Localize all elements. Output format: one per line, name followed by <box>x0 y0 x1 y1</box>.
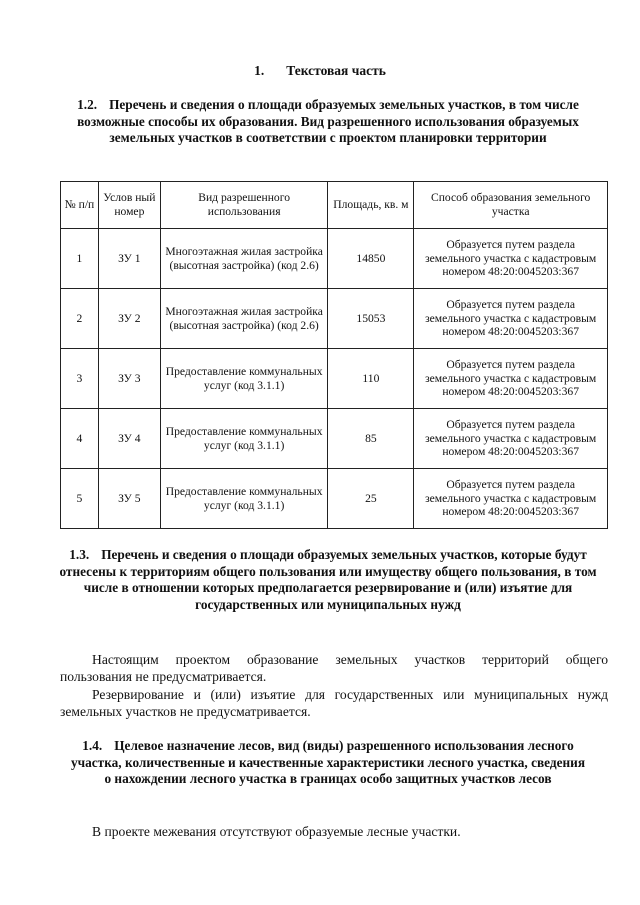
land-plots-table <box>60 181 608 529</box>
cell-formation-method: Образуется путем раздела земельного участка с кадастровым номером 48:20:0045203:367 <box>414 469 608 529</box>
cell-formation-method: Образуется путем раздела земельного участка с кадастровым номером 48:20:0045203:367 <box>414 409 608 469</box>
paragraph-reservation <box>60 686 608 720</box>
cell-number: 5 <box>61 469 99 529</box>
cell-formation-method: Образуется путем раздела земельного участка с кадастровым номером 48:20:0045203:367 <box>414 349 608 409</box>
paragraph-public-plots-line1: Настоящим проектом образование земельных участков территорий общего <box>92 652 608 667</box>
section-1-2-number: 1.2. <box>77 97 98 112</box>
header-formation-method: Способ образования земельного участка <box>414 182 608 229</box>
table-row <box>61 469 608 529</box>
section-1-2-title: Перечень и сведения о площади образуемых земельных участков, в том числе возможные способы их образования. Вид разрешенного использования образуемых земельных участков в соответствии с проектом планировки территории <box>77 97 579 145</box>
main-heading <box>0 63 640 79</box>
cell-area: 15053 <box>328 289 414 349</box>
cell-usage-type: Многоэтажная жилая застройка (высотная застройка) (код 2.6) <box>160 289 328 349</box>
main-heading-number: 1. <box>254 63 265 78</box>
header-usage-type: Вид разрешенного использования <box>160 182 328 229</box>
cell-area: 25 <box>328 469 414 529</box>
paragraph-public-plots-line2: пользования не предусматривается. <box>60 669 267 684</box>
cell-number: 4 <box>61 409 99 469</box>
cell-area: 110 <box>328 349 414 409</box>
cell-number: 3 <box>61 349 99 409</box>
paragraph-forest-plots: В проекте межевания отсутствуют образуемые лесные участки. <box>92 824 461 839</box>
cell-formation-method: Образуется путем раздела земельного участка с кадастровым номером 48:20:0045203:367 <box>414 289 608 349</box>
cell-conditional-number: ЗУ 1 <box>98 229 160 289</box>
cell-usage-type: Многоэтажная жилая застройка (высотная застройка) (код 2.6) <box>160 229 328 289</box>
paragraph-reservation-line1: Резервирование и (или) изъятие для государственных или муниципальных нужд <box>92 687 608 702</box>
table-row <box>61 229 608 289</box>
paragraph-reservation-line2: земельных участков не предусматривается. <box>60 704 311 719</box>
cell-number: 1 <box>61 229 99 289</box>
section-1-4-number: 1.4. <box>82 738 103 753</box>
table-row <box>61 349 608 409</box>
paragraph-public-plots <box>60 651 608 685</box>
section-1-2-heading <box>58 97 598 147</box>
cell-usage-type: Предоставление коммунальных услуг (код 3.1.1) <box>160 409 328 469</box>
section-1-4-heading <box>68 738 588 788</box>
cell-conditional-number: ЗУ 5 <box>98 469 160 529</box>
main-heading-title: Текстовая часть <box>286 63 386 78</box>
cell-conditional-number: ЗУ 3 <box>98 349 160 409</box>
cell-conditional-number: ЗУ 4 <box>98 409 160 469</box>
table-row <box>61 289 608 349</box>
cell-area: 14850 <box>328 229 414 289</box>
table-header-row <box>61 182 608 229</box>
cell-formation-method: Образуется путем раздела земельного участка с кадастровым номером 48:20:0045203:367 <box>414 229 608 289</box>
cell-usage-type: Предоставление коммунальных услуг (код 3.1.1) <box>160 469 328 529</box>
section-1-3-title: Перечень и сведения о площади образуемых земельных участков, которые будут отнесены к территориям общего пользования или имуществу общего пользования, в том числе в отношении которых предполагается резервирование и (или) изъятие для государственных или муниципальных нужд <box>59 547 597 612</box>
section-1-3-number: 1.3. <box>69 547 90 562</box>
cell-usage-type: Предоставление коммунальных услуг (код 3.1.1) <box>160 349 328 409</box>
section-1-4-title: Целевое назначение лесов, вид (виды) разрешенного использования лесного участка, количественные и качественные характеристики лесного участка, сведения о нахождении лесного участка в границах особо защитных участков лесов <box>70 738 586 786</box>
header-number: № п/п <box>61 182 99 229</box>
cell-number: 2 <box>61 289 99 349</box>
header-conditional-number: Услов ный номер <box>98 182 160 229</box>
cell-area: 85 <box>328 409 414 469</box>
table-row <box>61 409 608 469</box>
cell-conditional-number: ЗУ 2 <box>98 289 160 349</box>
header-area: Площадь, кв. м <box>328 182 414 229</box>
section-1-3-heading <box>58 547 598 613</box>
